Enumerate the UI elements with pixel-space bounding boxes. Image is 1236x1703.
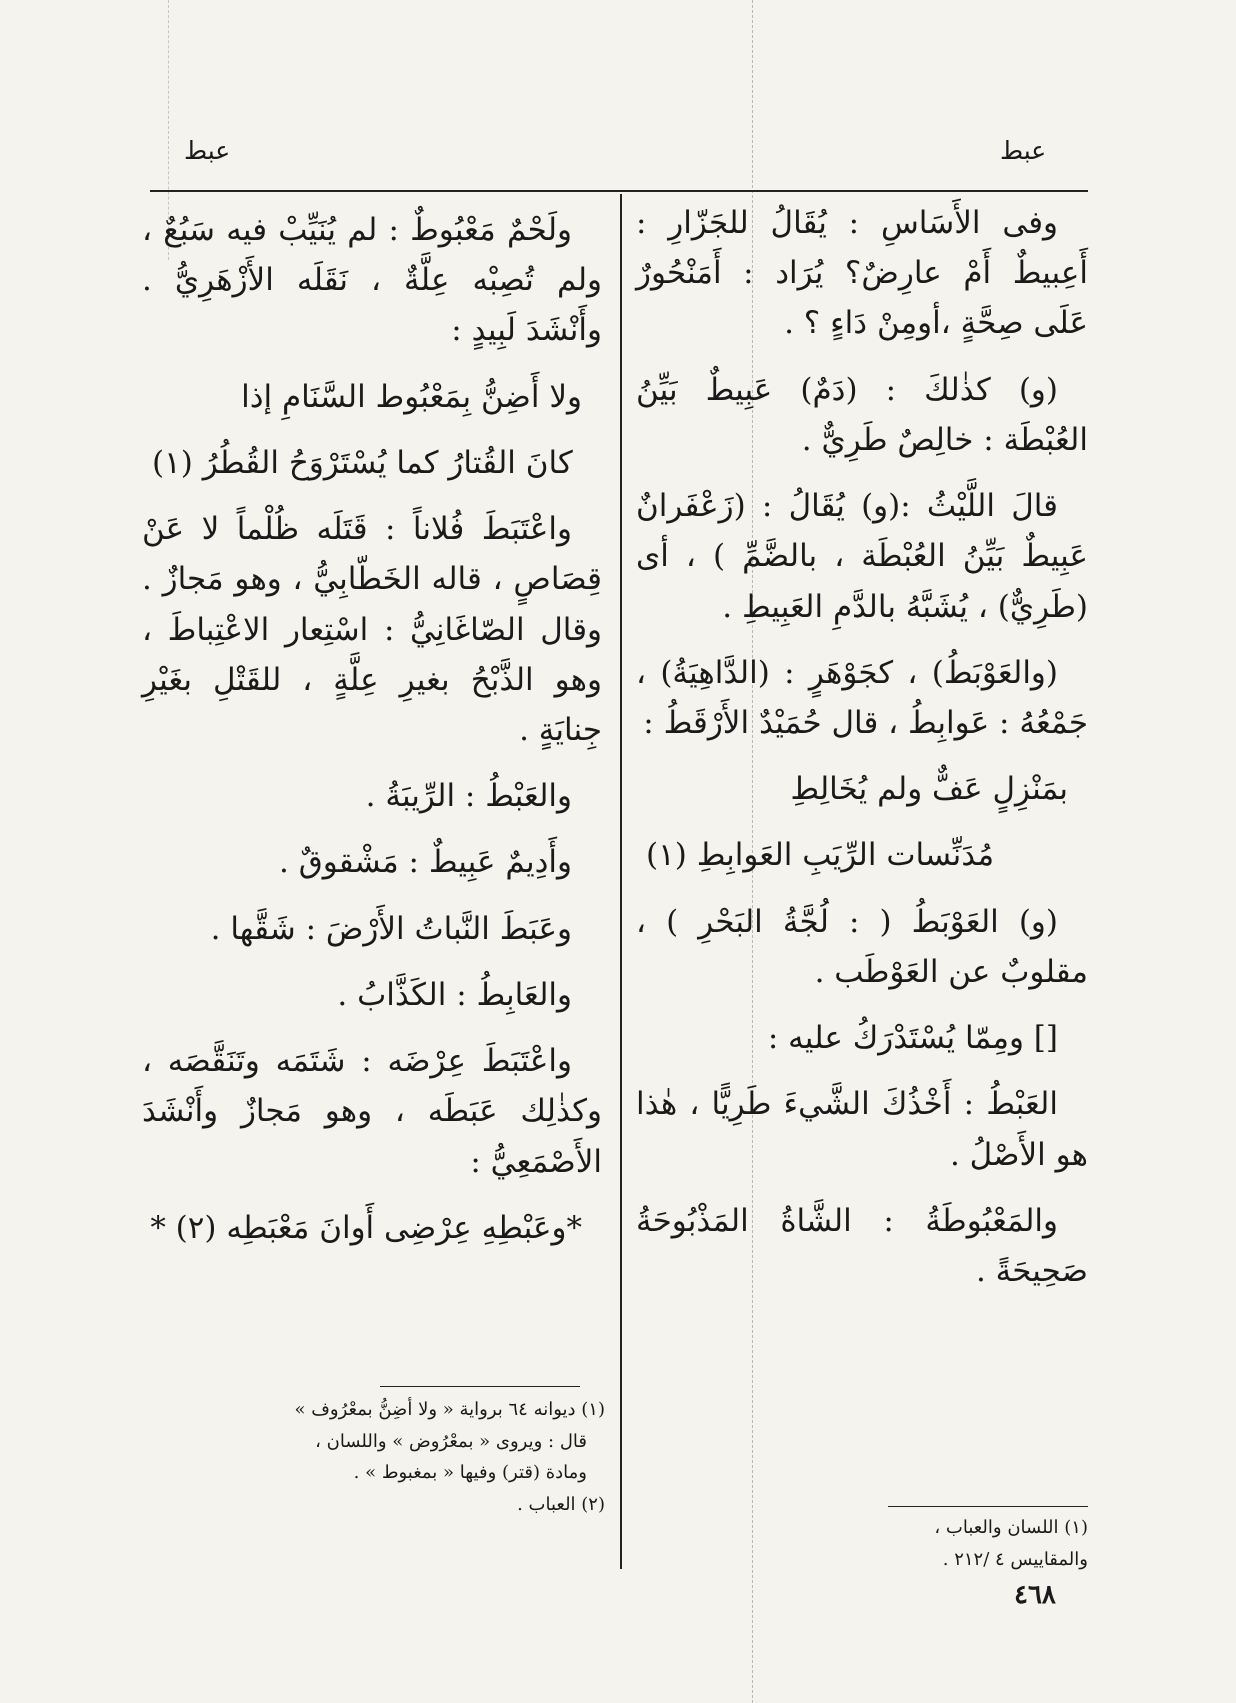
paragraph: واعْتَبَطَ فُلاناً : قَتَلَه ظُلْماً لا عَنْ قِصَاصٍ ، قاله الخَطّابِيُّ ، وهو مَجازٌ . وقال الصّاغَانِيُّ : اسْتِعار الاعْتِباطَ ، وهو الذَّبْحُ بغيرِ عِلَّةٍ ، للقَتْلِ بغَيْرِ جِنايَةٍ . [142, 511, 602, 748]
paragraph: العَبْطُ : أَخْذُكَ الشَّيءَ طَرِيًّا ، هٰذا هو الأَصْلُ . [636, 1086, 1088, 1173]
footnote-line: (١) ديوانه ٦٤ برواية « ولا أضِنُّ بمعْرُوف » [294, 1399, 605, 1420]
header-rule [150, 190, 1088, 192]
paragraph: واعْتَبَطَ عِرْضَه : شَتَمَه وتَنَقَّصَه ، وكذٰلِك عَبَطَه ، وهو مَجازٌ وأَنْشَدَ الأَصْمَعِيُّ : [142, 1043, 602, 1180]
column-divider [620, 194, 622, 1569]
paragraph: (والعَوْبَطُ) ، كجَوْهَرٍ : (الدَّاهِيَةُ) ، جَمْعُهُ : عَوابِطُ ، قال حُمَيْدٌ الأَرْقَطُ : [636, 654, 1088, 741]
paragraph: والعَبْطُ : الرِّيبَةُ . [365, 778, 572, 815]
paragraph: وأَدِيمٌ عَبِيطٌ : مَشْقوقٌ . [278, 844, 572, 881]
paragraph: والمَعْبُوطَةُ : الشَّاةُ المَذْبُوحَةُ صَحِيحَةً . [636, 1202, 1088, 1289]
paragraph: والعَابِطُ : الكَذَّابُ . [337, 976, 572, 1013]
footnote-line: (٢) العباب . [517, 1493, 605, 1515]
footnote: (١) اللسان والعباب ، والمقاييس ٤ /٢١٢ . [934, 1517, 1088, 1570]
paragraph: (و) كذٰلكَ : (دَمٌ) عَبِيطٌ بَيِّنُ العُبْطَة : خالِصٌ طَرِيٌّ . [636, 371, 1088, 458]
footnotes [140, 1394, 605, 1520]
left-column [142, 205, 602, 1269]
verse-line: مُدَنِّسات الرِّيَبِ العَوابِطِ (١) [646, 837, 995, 874]
footnote-rule [888, 1506, 1088, 1507]
footnote-line: ومادة (قتر) وفيها « بمغبوط » . [353, 1462, 587, 1483]
verse-line: *وعَبْطِهِ عِرْضِى أَوانَ مَعْبَطِه (٢) * [150, 1209, 582, 1246]
paragraph: [] ومِمّا يُسْتَدْرَكُ عليه : [767, 1020, 1058, 1057]
footnote-rule [380, 1386, 580, 1387]
right-column [636, 198, 1088, 1312]
running-header-right: عبط [1000, 136, 1047, 165]
footnote-line: قال : ويروى « بمعْرُوض » واللسان ، [315, 1430, 587, 1452]
verse-line: ولا أَضِنُّ بِمَعْبُوط السَّنَامِ إذا [241, 378, 582, 415]
paragraph: قالَ اللَّيْثُ :(و) يُقَالُ : (زَعْفَرانٌ عَبِيطٌ بَيِّنُ العُبْطَة ، بالضَّمِّ ) ، أى (طَرِيٌّ) ، يُشَبَّهُ بالدَّمِ العَبِيطِ . [636, 488, 1088, 625]
verse-line: كانَ القُتارُ كما يُسْتَرْوَحُ القُطُرُ (١) [152, 444, 573, 481]
verse-line: بمَنْزِلٍ عَفٌّ ولم يُخَالِطِ [790, 771, 1068, 808]
paragraph: ولَحْمٌ مَعْبُوطٌ : لم يُنَيِّبْ فيه سَبُعٌ ، ولم تُصِبْه عِلَّةٌ ، نَقَلَه الأَزْهَرِيُّ . وأَنْشَدَ لَبِيدٍ : [142, 212, 602, 349]
paragraph: وفى الأَسَاسِ : يُقَالُ للجَزّارِ : أَعِبيطٌ أَمْ عارِضٌ؟ يُرَاد : أَمَنْحُورٌ عَلَى صِحَّةٍ ،أومِنْ دَاءٍ ؟ . [636, 205, 1088, 342]
paragraph: (و) العَوْبَطُ ( : لُجَّةُ البَحْرِ ) ، مقلوبٌ عن العَوْطَب . [636, 903, 1088, 990]
paragraph: وعَبَطَ النَّباتُ الأَرْضَ : شَقَّها . [210, 910, 572, 947]
page-number: ٤٦٨ [1014, 1580, 1056, 1610]
running-header-left: عبط [184, 136, 231, 165]
